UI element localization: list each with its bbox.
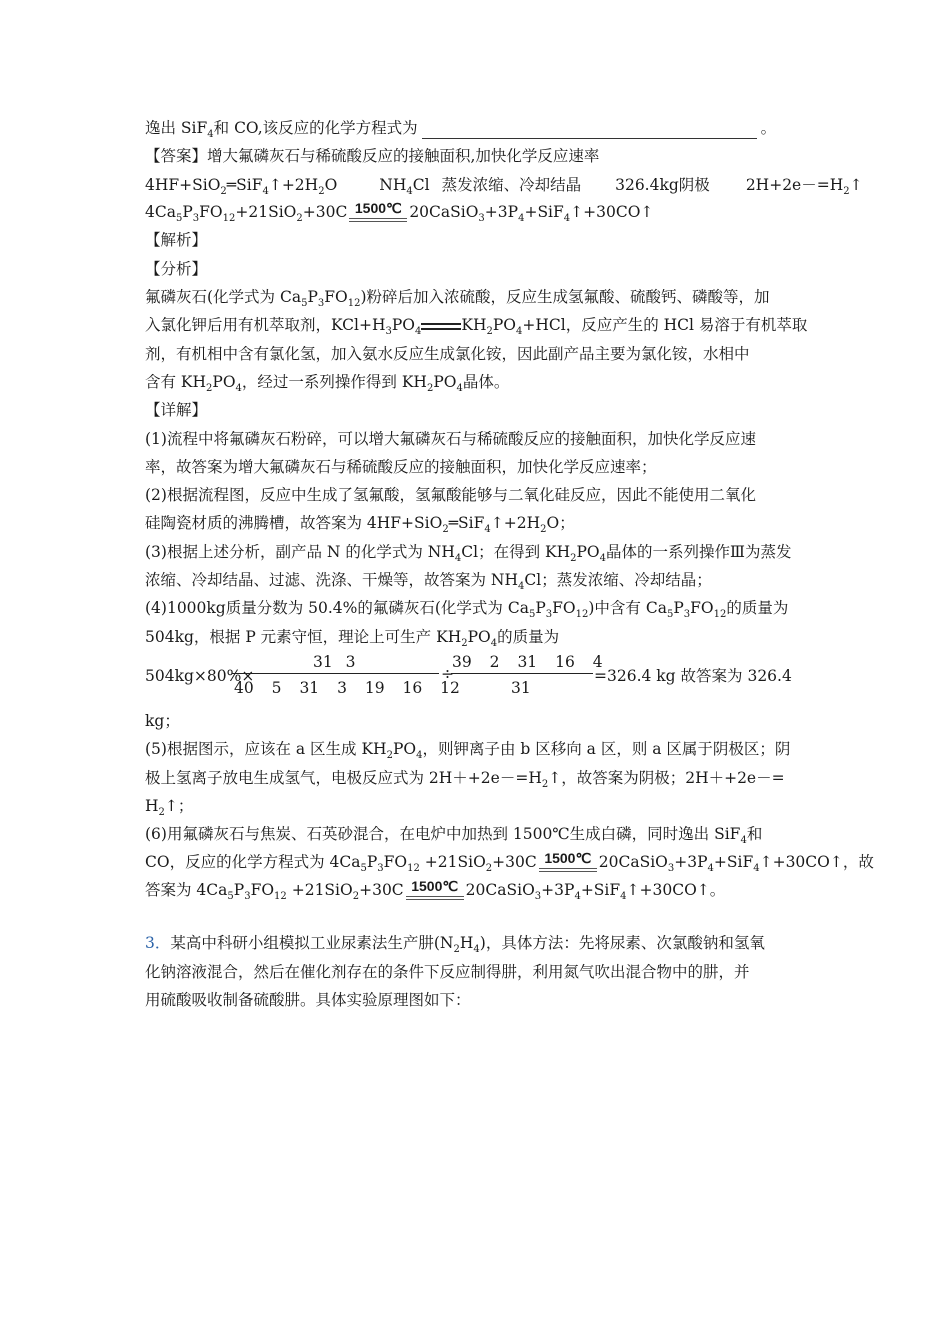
d5-line-2: 极上氢离子放电生成氢气，电极反应式为 $2H++2e-=H_2↑$，故答案为阴极；2H＋+2e－=	[145, 769, 785, 790]
fraction-1-bar	[232, 673, 439, 674]
fraction-2-denominator: 31	[511, 679, 531, 697]
d5-line-1: (5)根据图示，应该在 a 区生成 $KH_2PO_4$，则钾离子由 b 区移向 a 区，则 a 区属于阴极区；阴	[145, 740, 791, 761]
fenxi-line-4: 含有 $KH_2PO_4$，经过一系列操作得到 $KH_2PO_4$晶体。	[145, 373, 510, 394]
d4-line-1: (4)1000kg质量分数为 50.4%的氟磷灰石(化学式为 $Ca_5P_3FO_{12}$)中含有 $Ca_5P_3FO_{12}$的质量为	[145, 599, 789, 620]
d4-line-2: 504kg，根据 P 元素守恒，理论上可生产 $KH_2PO_4$的质量为	[145, 628, 560, 649]
fraction-1-denominator: 40 5 31 3 19 16 12	[234, 679, 460, 697]
d4-line-4: kg；	[145, 712, 180, 730]
q3-line-2: 化钠溶液混合，然后在催化剂存在的条件下反应制得肼，利用氮气吹出混合物中的肼，并	[145, 963, 750, 981]
d1-line-1: (1)流程中将氟磷灰石粉碎，可以增大氟磷灰石与稀硫酸反应的接触面积，加快化学反应速	[145, 430, 756, 448]
q2-tail-line: 逸出 SiF$_4$和 CO,该反应的化学方程式为 。	[145, 119, 777, 140]
reaction-condition: 1500℃	[404, 879, 466, 901]
equilibrium-arrow-icon	[421, 319, 461, 333]
d2-line-2: 硅陶瓷材质的沸腾槽，故答案为 $4HF+SiO_2═SiF_4↑+2H_2O$；	[145, 514, 575, 535]
fraction-1-numerator: 31 3	[313, 653, 356, 671]
reaction-condition: 1500℃	[537, 851, 599, 873]
answer-label: 【答案】增大氟磷灰石与稀硫酸反应的接触面积,加快化学反应速率	[145, 147, 600, 165]
calc-prefix: 504kg×80%×	[145, 667, 255, 685]
division-sign: ÷	[441, 665, 454, 683]
d5-line-3: $H_2↑$；	[145, 797, 194, 818]
q3-line-3: 用硫酸吸收制备硫酸肼。具体实验原理图如下：	[145, 991, 471, 1009]
d1-line-2: 率，故答案为增大氟磷灰石与稀硫酸反应的接触面积，加快化学反应速率；	[145, 458, 657, 476]
fenxi-line-3: 剂，有机相中含有氯化氢，加入氨水反应生成氯化铵，因此副产品主要为氯化铵，水相中	[145, 345, 750, 363]
reaction-condition: 1500℃	[347, 201, 409, 223]
d6-line-3: 答案为 $4Ca_5P_3FO_{12} +21SiO_2+30C$ 1500℃ $20CaSiO_3+3P_4+SiF_4↑+30CO↑$。	[145, 878, 726, 902]
detail-label: 【详解】	[145, 401, 208, 419]
d3-line-1: (3)根据上述分析，副产品 N 的化学式为 $NH_4Cl$；在得到 $KH_2PO_4$晶体的一系列操作Ⅲ为蒸发	[145, 543, 792, 564]
analysis-label: 【解析】	[145, 231, 208, 249]
d6-line-2: CO，反应的化学方程式为 $4Ca_5P_3FO_{12} +21SiO_2+30C$ 1500℃ $20CaSiO_3+3P_4+SiF_4↑+30CO↑$，故	[145, 850, 874, 874]
d6-line-1: (6)用氟磷灰石与焦炭、石英砂混合，在电炉中加热到 1500℃生成白磷，同时逸出 SiF$_4$和	[145, 825, 763, 846]
fraction-2-bar	[451, 673, 593, 674]
fenxi-label: 【分析】	[145, 260, 208, 278]
d3-line-2: 浓缩、冷却结晶、过滤、洗涤、干燥等，故答案为 $NH_4Cl$；蒸发浓缩、冷却结晶；	[145, 571, 712, 592]
fenxi-line-1: 氟磷灰石(化学式为 $Ca_5P_3FO_{12}$)粉碎后加入浓硫酸，反应生成氢氟酸、硫酸钙、磷酸等，加	[145, 288, 770, 309]
q3-line-1: 3．某高中科研小组模拟工业尿素法生产肼$(N_2H_4)$，具体方法：先将尿素、次氯酸钠和氢氧	[145, 934, 765, 955]
d2-line-1: (2)根据流程图，反应中生成了氢氟酸，氢氟酸能够与二氧化硅反应，因此不能使用二氧化	[145, 486, 756, 504]
answer-line-2: $4HF+SiO_2═SiF_4↑+2H_2O$ $NH_4Cl$ 蒸发浓缩、冷却结晶 326.4kg阴极 $2H+2e-=H_2↑$	[145, 176, 863, 197]
answer-blank	[422, 123, 757, 139]
question-number: 3．	[145, 934, 171, 952]
answer-line-3: $4Ca_5P_3FO_{12}+21SiO_2+30C$ 1500℃ $20CaSiO_3+3P_4+SiF_4↑+30CO↑$	[145, 200, 654, 224]
fenxi-line-2: 入氯化钾后用有机萃取剂，$KCl+H_3PO_4$ $KH_2PO_4+HCl$，反应产生的 HCl 易溶于有机萃取	[145, 316, 808, 337]
fraction-2-numerator: 39 2 31 16 4	[452, 653, 603, 671]
calc-result: =326.4 kg 故答案为 326.4	[594, 667, 792, 685]
